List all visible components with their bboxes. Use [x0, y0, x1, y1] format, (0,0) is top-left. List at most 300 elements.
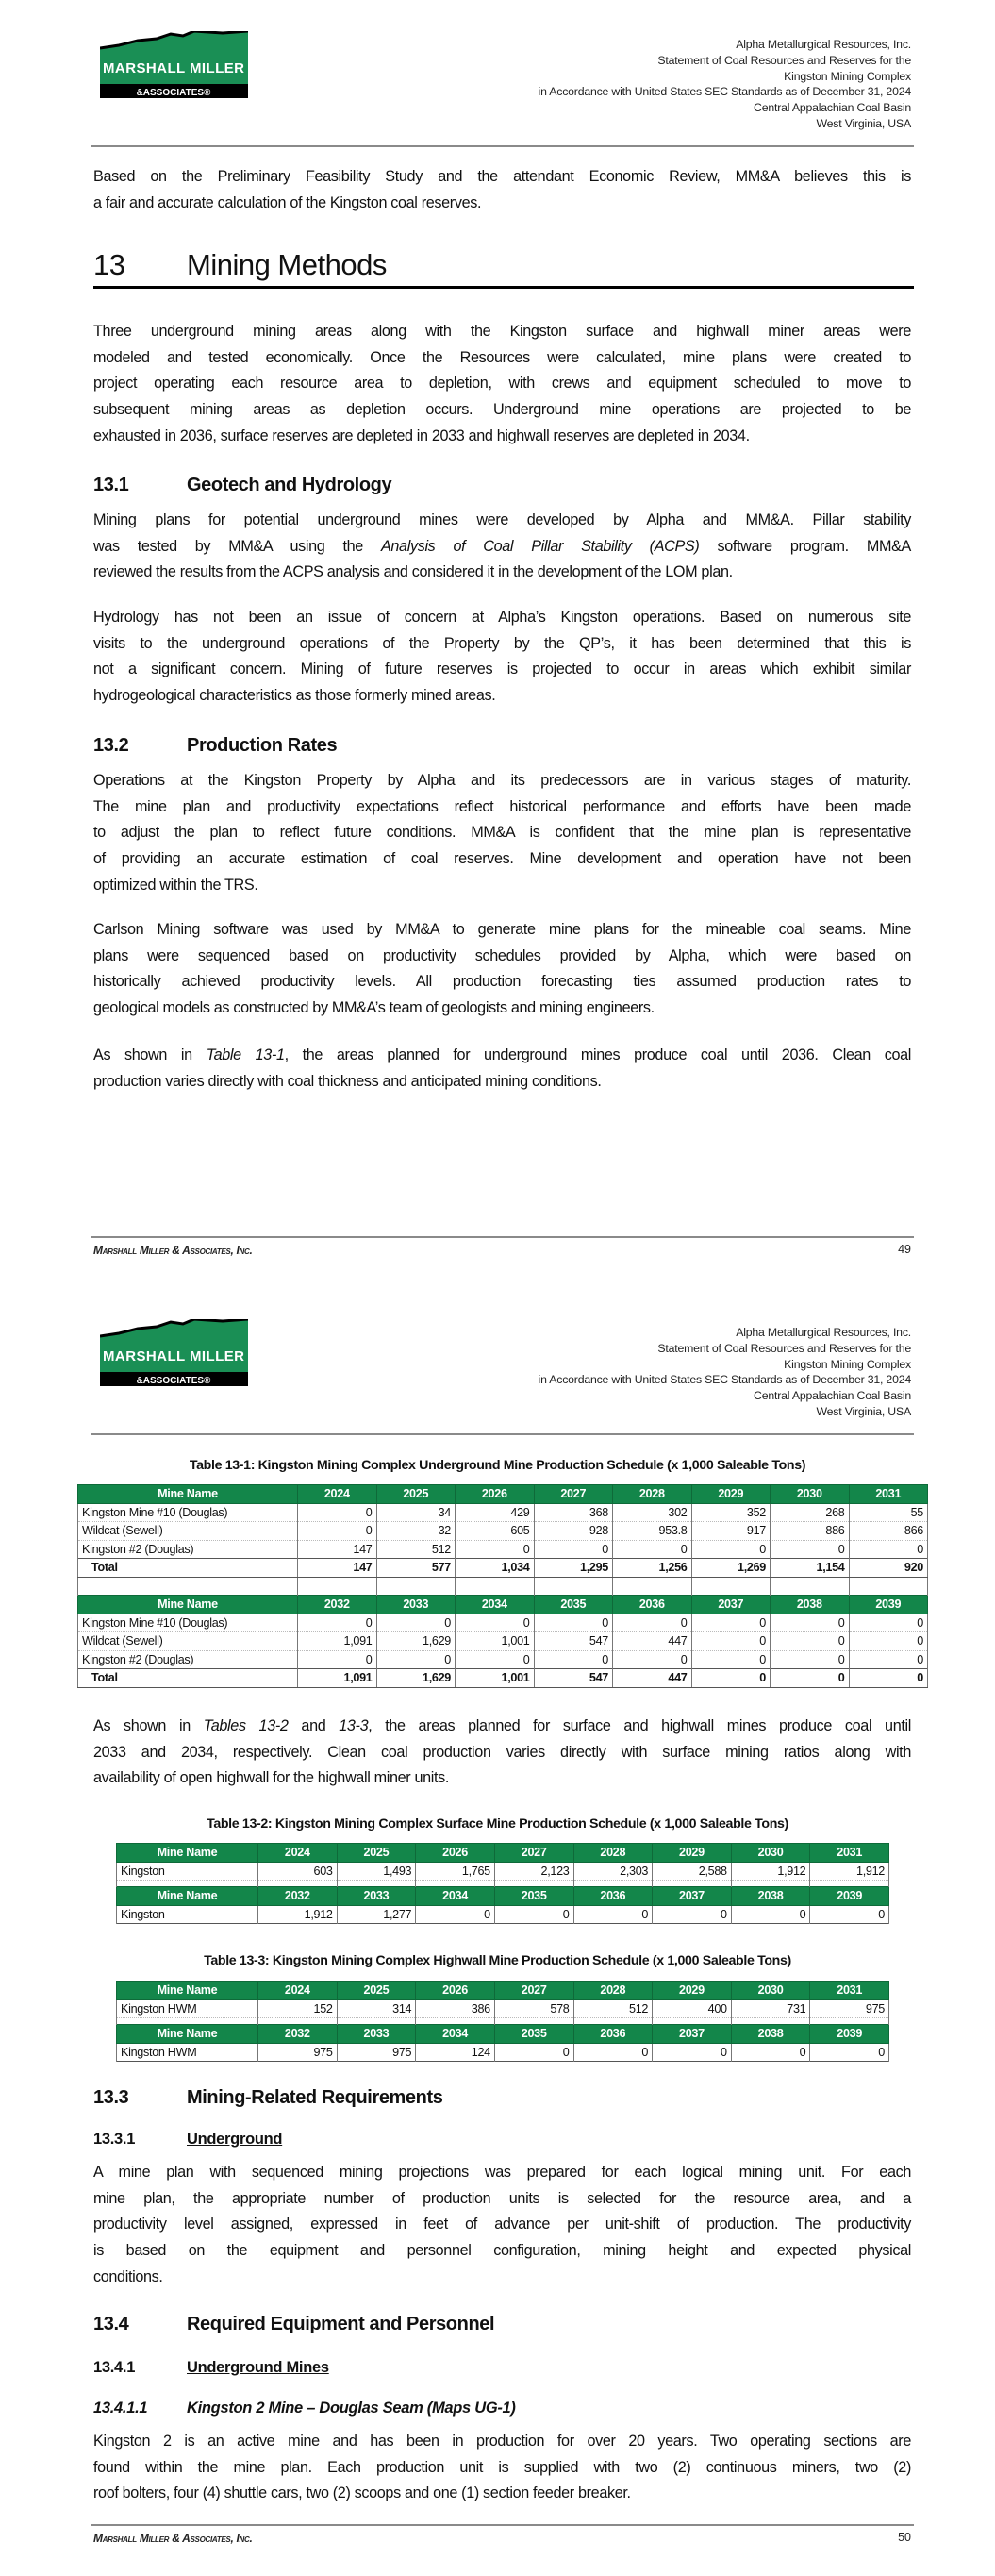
value-cell — [691, 1577, 771, 1596]
text-run: Carlson Mining software was used by MM&A to generate mine plans for the mineable coal seams. Mine — [93, 921, 911, 938]
value-cell: 1,295 — [534, 1559, 613, 1578]
row-label-cell: Mine Name — [117, 1887, 258, 1906]
italic-text: 13-3 — [339, 1717, 369, 1734]
value-cell: 603 — [258, 1862, 338, 1881]
value-cell: 1,912 — [731, 1862, 810, 1881]
table-row — [117, 2043, 889, 2062]
year-header-cell: 2031 — [810, 1982, 889, 2000]
text-run: , the areas planned for surface and highwall mines produce coal until — [368, 1717, 911, 1734]
section-number: 13.2 — [93, 735, 129, 756]
table-header-row — [117, 1982, 889, 2000]
page-number: 50 — [898, 2531, 911, 2544]
paragraph-operations — [93, 768, 911, 898]
value-cell: 547 — [534, 1632, 613, 1651]
value-cell: 0 — [376, 1614, 456, 1632]
table-row — [78, 1614, 928, 1632]
value-cell: 1,277 — [337, 1905, 416, 1924]
year-header-cell: 2030 — [771, 1485, 850, 1504]
value-cell: 0 — [298, 1650, 377, 1669]
value-cell: 1,912 — [258, 1905, 338, 1924]
value-cell — [376, 1577, 456, 1596]
text-line — [93, 873, 911, 899]
paragraph-pillar-stability — [93, 508, 911, 586]
year-header-cell: 2029 — [691, 1485, 771, 1504]
value-cell: 0 — [534, 1540, 613, 1559]
year-header-cell: 2037 — [653, 2025, 732, 2044]
text-run: subsequent mining areas as depletion occurs. Underground mine operations are projected to be — [93, 401, 911, 419]
year-header-cell: 2031 — [849, 1485, 928, 1504]
value-cell: 0 — [653, 2043, 732, 2062]
value-cell: 368 — [534, 1503, 613, 1522]
row-label-cell: Kingston HWM — [117, 1999, 258, 2018]
value-cell: 447 — [613, 1669, 692, 1688]
year-header-cell: 2039 — [810, 2025, 889, 2044]
document-header — [539, 1325, 911, 1420]
year-header-cell: 2025 — [337, 1982, 416, 2000]
year-header-cell: 2026 — [456, 1485, 535, 1504]
year-header-cell: 2032 — [298, 1596, 377, 1614]
table-13-3 — [116, 1981, 889, 2062]
text-run: a fair and accurate calculation of the Kingston coal reserves. — [93, 193, 482, 211]
value-cell: 0 — [849, 1650, 928, 1669]
year-header-cell: 2028 — [573, 1844, 653, 1863]
value-cell: 0 — [849, 1632, 928, 1651]
paragraph-tables — [93, 1714, 911, 1792]
text-run: modeled and tested economically. Once the Resources were calculated, mine plans were created to — [93, 348, 911, 366]
value-cell: 547 — [534, 1669, 613, 1688]
footer-divider — [91, 2524, 914, 2526]
value-cell: 0 — [691, 1632, 771, 1651]
table-row — [78, 1522, 928, 1541]
text-line — [93, 371, 911, 397]
text-run: found within the mine plan. Each production unit is supplied with two (2) continuous miners, two (2) — [93, 2458, 911, 2476]
year-header-cell: 2030 — [731, 1982, 810, 2000]
table-row — [78, 1540, 928, 1559]
table-header-row — [78, 1596, 928, 1614]
value-cell: 578 — [494, 1999, 573, 2018]
footer-company: Marshall Miller & Associates, Inc. — [93, 1244, 253, 1257]
row-label-cell: Mine Name — [78, 1596, 298, 1614]
text-run: visits to the underground operations of the Property by the QP’s, it has been determined that this is — [93, 634, 911, 652]
value-cell — [298, 1577, 377, 1596]
svg-text:MARSHALL MILLER: MARSHALL MILLER — [103, 60, 244, 76]
value-cell: 1,629 — [376, 1669, 456, 1688]
table-13-2-title: Table 13-2: Kingston Mining Complex Surface Mine Production Schedule (x 1,000 Saleable Tons) — [207, 1816, 788, 1832]
value-cell: 0 — [534, 1650, 613, 1669]
paragraph-kingston-2 — [93, 2429, 911, 2507]
row-label-cell: Mine Name — [117, 1844, 258, 1863]
year-header-cell: 2039 — [849, 1596, 928, 1614]
row-label-cell: Mine Name — [117, 1982, 258, 2000]
text-line — [93, 560, 911, 586]
text-run: production varies directly with coal thickness and anticipated mining conditions. — [93, 1072, 602, 1090]
value-cell: 0 — [653, 1905, 732, 1924]
text-line — [93, 2238, 911, 2265]
text-line — [93, 2481, 911, 2507]
text-run: As shown in — [93, 1046, 207, 1063]
svg-text:&ASSOCIATES®: &ASSOCIATES® — [136, 1376, 211, 1386]
value-cell: 1,493 — [337, 1862, 416, 1881]
row-label-cell: Kingston HWM — [117, 2043, 258, 2062]
text-line — [93, 1069, 911, 1096]
value-cell — [258, 2018, 338, 2025]
text-run: The mine plan and productivity expectations reflect historical performance and efforts have been made — [93, 797, 911, 815]
footer-divider — [91, 1236, 914, 1238]
text-run: Based on the Preliminary Feasibility Study and the attendant Economic Review, MM&A believes this is — [93, 168, 911, 185]
year-header-cell: 2024 — [258, 1844, 338, 1863]
year-header-cell: 2036 — [573, 1887, 653, 1906]
table-13-1-title: Table 13-1: Kingston Mining Complex Underground Mine Production Schedule (x 1,000 Saleable Tons) — [189, 1458, 806, 1473]
section-title: Underground Mines — [187, 2359, 329, 2376]
value-cell: 55 — [849, 1503, 928, 1522]
paragraph-mine-plan — [93, 2160, 911, 2290]
year-header-cell: 2025 — [337, 1844, 416, 1863]
value-cell: 2,303 — [573, 1862, 653, 1881]
text-line — [93, 969, 911, 995]
italic-text: Tables 13-2 — [203, 1717, 289, 1734]
value-cell — [810, 1881, 889, 1887]
table-13-1 — [77, 1484, 928, 1688]
section-title: Required Equipment and Personnel — [187, 2314, 495, 2334]
value-cell: 0 — [849, 1669, 928, 1688]
value-cell: 866 — [849, 1522, 928, 1541]
table-row — [117, 1999, 889, 2018]
text-run: 2033 and 2034, respectively. Clean coal production varies directly with surface mining ratios along with — [93, 1743, 911, 1761]
year-header-cell: 2036 — [573, 2025, 653, 2044]
table-header-row — [117, 1887, 889, 1906]
text-run: of providing an accurate estimation of coal reserves. Mine development and operation have not been — [93, 850, 911, 868]
year-header-cell: 2039 — [810, 1887, 889, 1906]
text-run: reviewed the results from the ACPS analysis and considered it in the development of the LOM plan. — [93, 563, 733, 581]
text-line — [93, 508, 911, 534]
value-cell: 1,269 — [691, 1559, 771, 1578]
value-cell — [337, 2018, 416, 2025]
value-cell: 0 — [849, 1614, 928, 1632]
value-cell: 1,091 — [298, 1669, 377, 1688]
value-cell: 429 — [456, 1503, 535, 1522]
section-title: Production Rates — [187, 735, 338, 756]
text-line — [93, 846, 911, 873]
year-header-cell: 2028 — [613, 1485, 692, 1504]
row-label-cell: Kingston — [117, 1905, 258, 1924]
year-header-cell: 2038 — [731, 1887, 810, 1906]
value-cell: 0 — [298, 1503, 377, 1522]
value-cell: 0 — [771, 1614, 850, 1632]
text-run: project operating each resource area to depletion, with crews and equipment scheduled to move to — [93, 375, 911, 393]
row-label-cell: Mine Name — [117, 2025, 258, 2044]
value-cell: 0 — [771, 1540, 850, 1559]
text-line — [93, 319, 911, 345]
value-cell: 152 — [258, 1999, 338, 2018]
text-line — [93, 683, 911, 710]
row-label-cell: Kingston #2 (Douglas) — [78, 1650, 298, 1669]
value-cell: 1,001 — [456, 1669, 535, 1688]
text-run: Hydrology has not been an issue of concern at Alpha’s Kingston operations. Based on numerous site — [93, 609, 911, 626]
paragraph-as-shown — [93, 1043, 911, 1095]
value-cell: 1,912 — [810, 1862, 889, 1881]
value-cell — [731, 2018, 810, 2025]
text-run: productivity level assigned, expressed in feet of advance per unit-shift of production. The productivity — [93, 2216, 911, 2233]
header-line: Alpha Metallurgical Resources, Inc. — [736, 1326, 911, 1339]
text-run: hydrogeological characteristics as those formerly mined areas. — [93, 687, 496, 705]
value-cell: 928 — [534, 1522, 613, 1541]
table-header-row — [117, 1844, 889, 1863]
text-line — [93, 345, 911, 372]
value-cell — [653, 2018, 732, 2025]
value-cell: 0 — [771, 1650, 850, 1669]
value-cell: 0 — [298, 1522, 377, 1541]
value-cell — [258, 1881, 338, 1887]
year-header-cell: 2029 — [653, 1844, 732, 1863]
section-number: 13.3 — [93, 2087, 129, 2108]
paragraph-carlson — [93, 917, 911, 1022]
value-cell: 0 — [573, 2043, 653, 2062]
total-row — [78, 1669, 928, 1688]
value-cell: 0 — [810, 1905, 889, 1924]
text-line — [93, 1043, 911, 1069]
value-cell: 124 — [416, 2043, 495, 2062]
value-cell — [337, 1881, 416, 1887]
paragraph-conclusion — [93, 164, 911, 216]
header-line: West Virginia, USA — [816, 116, 911, 130]
value-cell: 1,001 — [456, 1632, 535, 1651]
row-label-cell: Kingston #2 (Douglas) — [78, 1540, 298, 1559]
text-line — [93, 1765, 911, 1792]
value-cell: 2,123 — [494, 1862, 573, 1881]
table-row — [78, 1503, 928, 1522]
value-cell: 0 — [771, 1669, 850, 1688]
text-run: conditions. — [93, 2267, 163, 2285]
value-cell: 1,629 — [376, 1632, 456, 1651]
value-cell: 1,034 — [456, 1559, 535, 1578]
header-line: Alpha Metallurgical Resources, Inc. — [736, 38, 911, 51]
year-header-cell: 2026 — [416, 1844, 495, 1863]
header-divider — [91, 145, 914, 147]
footer-company: Marshall Miller & Associates, Inc. — [93, 2532, 253, 2545]
table-13-2 — [116, 1843, 889, 1924]
year-header-cell: 2034 — [456, 1596, 535, 1614]
text-line — [93, 768, 911, 795]
year-header-cell: 2035 — [534, 1596, 613, 1614]
text-line — [93, 657, 911, 683]
value-cell: 0 — [731, 2043, 810, 2062]
text-line — [93, 397, 911, 424]
italic-text: Table 13-1 — [206, 1046, 285, 1063]
section-title: Mining Methods — [187, 248, 387, 281]
page-number: 49 — [898, 1243, 911, 1256]
text-run: Kingston 2 is an active mine and has been in production for over 20 years. Two operating sections are — [93, 2433, 911, 2450]
value-cell: 577 — [376, 1559, 456, 1578]
header-line: Central Appalachian Coal Basin — [754, 101, 911, 115]
text-run: geological models as constructed by MM&A’s team of geologists and mining engineers. — [93, 999, 655, 1017]
row-label-cell — [78, 1577, 298, 1596]
value-cell: 386 — [416, 1999, 495, 2018]
value-cell: 975 — [810, 1999, 889, 2018]
value-cell: 886 — [771, 1522, 850, 1541]
table-row — [117, 1862, 889, 1881]
row-label-cell: Kingston Mine #10 (Douglas) — [78, 1614, 298, 1632]
text-line — [93, 944, 911, 970]
svg-text:&ASSOCIATES®: &ASSOCIATES® — [136, 88, 211, 98]
year-header-cell: 2036 — [613, 1596, 692, 1614]
text-run: roof bolters, four (4) shuttle cars, two (2) scoops and one (1) section feeder breaker. — [93, 2484, 631, 2502]
value-cell: 0 — [494, 1905, 573, 1924]
table-header-row — [78, 1485, 928, 1504]
value-cell: 0 — [691, 1669, 771, 1688]
value-cell — [613, 1577, 692, 1596]
text-line — [93, 917, 911, 944]
text-run: As shown in — [93, 1717, 204, 1734]
year-header-cell: 2024 — [258, 1982, 338, 2000]
text-line — [93, 2265, 911, 2291]
year-header-cell: 2026 — [416, 1982, 495, 2000]
year-header-cell: 2033 — [337, 2025, 416, 2044]
text-run: Three underground mining areas along with the Kingston surface and highwall miner areas were — [93, 323, 911, 340]
table-header-row — [117, 2025, 889, 2044]
section-number: 13.4.1.1 — [93, 2400, 148, 2417]
value-cell: 0 — [456, 1650, 535, 1669]
document-header — [539, 37, 911, 132]
value-cell: 302 — [613, 1503, 692, 1522]
text-line — [93, 534, 911, 560]
year-header-cell: 2038 — [771, 1596, 850, 1614]
year-header-cell: 2025 — [376, 1485, 456, 1504]
year-header-cell: 2030 — [731, 1844, 810, 1863]
year-header-cell: 2038 — [731, 2025, 810, 2044]
value-cell: 0 — [810, 2043, 889, 2062]
table-row — [78, 1632, 928, 1651]
row-label-cell: Mine Name — [78, 1485, 298, 1504]
value-cell: 447 — [613, 1632, 692, 1651]
text-line — [93, 795, 911, 821]
value-cell — [456, 1577, 535, 1596]
year-header-cell: 2035 — [494, 2025, 573, 2044]
value-cell: 0 — [613, 1650, 692, 1669]
marshall-miller-logo — [100, 1319, 248, 1386]
text-run: mine plan, the appropriate number of production units is selected for the resource area, and a — [93, 2189, 911, 2207]
header-line: West Virginia, USA — [816, 1404, 911, 1418]
value-cell: 953.8 — [613, 1522, 692, 1541]
value-cell: 268 — [771, 1503, 850, 1522]
value-cell — [731, 1881, 810, 1887]
section-number: 13.4.1 — [93, 2359, 136, 2376]
text-line — [93, 2186, 911, 2213]
year-header-cell: 2034 — [416, 2025, 495, 2044]
header-line: Statement of Coal Resources and Reserves for the — [657, 1341, 911, 1355]
value-cell: 0 — [456, 1614, 535, 1632]
text-run: , the areas planned for underground mines produce coal until 2036. Clean coal — [284, 1046, 912, 1063]
text-line — [93, 1714, 911, 1740]
text-run: A mine plan with sequenced mining projections was prepared for each logical mining unit. For each — [93, 2164, 911, 2181]
text-line — [93, 605, 911, 631]
value-cell: 605 — [456, 1522, 535, 1541]
spacer-row — [117, 1881, 889, 1887]
value-cell: 0 — [691, 1650, 771, 1669]
value-cell — [416, 2018, 495, 2025]
text-run: availability of open highwall for the highwall miner units. — [93, 1769, 450, 1787]
year-header-cell: 2033 — [337, 1887, 416, 1906]
header-line: in Accordance with United States SEC Standards as of December 31, 2024 — [538, 85, 911, 99]
row-label-cell — [117, 2018, 258, 2025]
value-cell: 975 — [337, 2043, 416, 2062]
total-row — [78, 1559, 928, 1578]
paragraph-hydrology — [93, 605, 911, 710]
section-number: 13.4 — [93, 2314, 129, 2334]
year-header-cell: 2032 — [258, 1887, 338, 1906]
text-run: was tested by MM&A using the — [93, 537, 381, 555]
section-title: Kingston 2 Mine – Douglas Seam (Maps UG-1) — [187, 2400, 516, 2417]
year-header-cell: 2031 — [810, 1844, 889, 1863]
value-cell — [810, 2018, 889, 2025]
table-13-3-title: Table 13-3: Kingston Mining Complex Highwall Mine Production Schedule (x 1,000 Saleable Tons) — [204, 1953, 791, 1968]
text-run: software program. MM&A — [699, 537, 912, 555]
header-line: Central Appalachian Coal Basin — [754, 1389, 911, 1403]
text-run: plans were sequenced based on productivity schedules provided by Alpha, which were based on — [93, 946, 911, 964]
year-header-cell: 2033 — [376, 1596, 456, 1614]
value-cell: 0 — [416, 1905, 495, 1924]
section-title: Mining-Related Requirements — [187, 2087, 443, 2108]
value-cell: 0 — [691, 1540, 771, 1559]
text-line — [93, 2212, 911, 2238]
year-header-cell: 2037 — [691, 1596, 771, 1614]
value-cell: 147 — [298, 1559, 377, 1578]
text-line — [93, 164, 911, 191]
text-line — [93, 2160, 911, 2186]
section-title: Geotech and Hydrology — [187, 475, 392, 495]
text-run: Operations at the Kingston Property by Alpha and its predecessors are in various stages of maturity. — [93, 772, 911, 789]
italic-text: Analysis of Coal Pillar Stability (ACPS) — [380, 537, 700, 555]
marshall-miller-logo — [100, 31, 248, 98]
text-run: Mining plans for potential underground mines were developed by Alpha and MM&A. Pillar stability — [93, 511, 911, 528]
paragraph-mining-areas — [93, 319, 911, 449]
text-run: not a significant concern. Mining of future reserves is projected to occur in areas which exhibit similar — [93, 661, 911, 678]
value-cell: 147 — [298, 1540, 377, 1559]
header-line: Kingston Mining Complex — [784, 69, 911, 83]
value-cell: 0 — [771, 1632, 850, 1651]
svg-text:MARSHALL MILLER: MARSHALL MILLER — [103, 1348, 244, 1364]
text-line — [93, 191, 911, 217]
year-header-cell: 2027 — [534, 1485, 613, 1504]
spacer-row — [78, 1577, 928, 1596]
text-line — [93, 995, 911, 1022]
header-line: in Accordance with United States SEC Standards as of December 31, 2024 — [538, 1373, 911, 1387]
value-cell: 0 — [849, 1540, 928, 1559]
header-divider — [91, 1433, 914, 1435]
value-cell: 0 — [494, 2043, 573, 2062]
text-line — [93, 820, 911, 846]
value-cell: 1,091 — [298, 1632, 377, 1651]
text-run: and — [288, 1717, 340, 1734]
text-line — [93, 2429, 911, 2455]
value-cell — [494, 1881, 573, 1887]
value-cell: 0 — [731, 1905, 810, 1924]
value-cell: 975 — [258, 2043, 338, 2062]
value-cell: 0 — [298, 1614, 377, 1632]
text-line — [93, 424, 911, 450]
year-header-cell: 2034 — [416, 1887, 495, 1906]
text-run: optimized within the TRS. — [93, 876, 258, 894]
section-number: 13.1 — [93, 475, 129, 495]
value-cell: 1,765 — [416, 1862, 495, 1881]
section-heading-13 — [93, 248, 914, 289]
section-number: 13.3.1 — [93, 2131, 136, 2148]
text-line — [93, 1740, 911, 1766]
header-line: Kingston Mining Complex — [784, 1357, 911, 1371]
value-cell: 0 — [691, 1614, 771, 1632]
text-run: historically achieved productivity levels. All production forecasting ties assumed production rates to — [93, 973, 911, 991]
year-header-cell: 2035 — [494, 1887, 573, 1906]
value-cell: 917 — [691, 1522, 771, 1541]
